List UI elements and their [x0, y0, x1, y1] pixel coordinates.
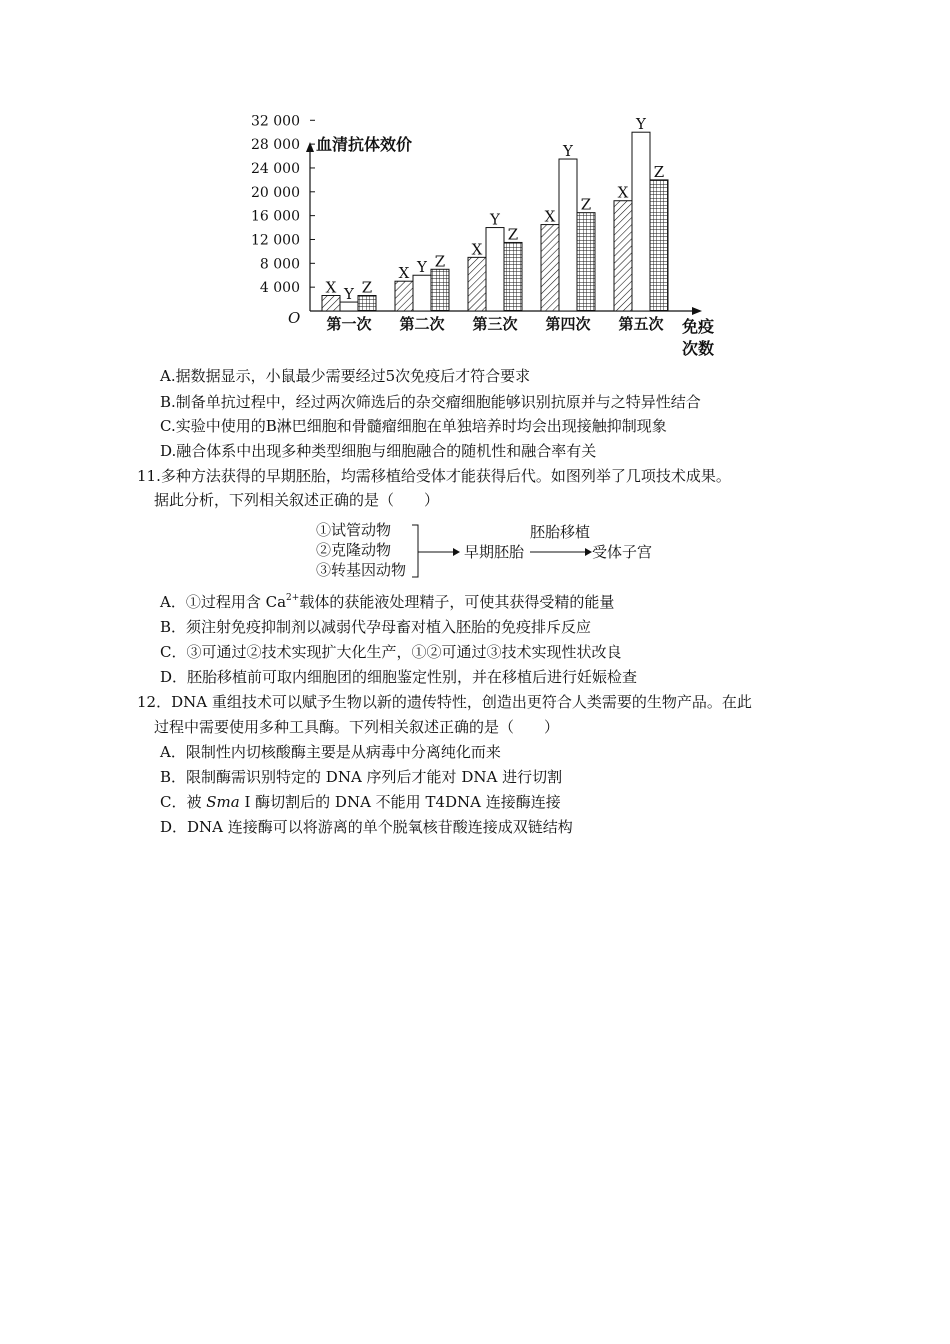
antibody-titer-bar-chart — [240, 113, 740, 364]
bar — [559, 159, 577, 311]
q11-stem-line2: 据此分析，下列相关叙述正确的是（ ） — [154, 491, 440, 509]
bar — [413, 275, 431, 311]
x-category-label: 第二次 — [399, 315, 445, 333]
bar-series-label: Y — [636, 115, 646, 134]
bar-series-label: X — [471, 240, 483, 259]
q11-option-a-sup: 2+ — [286, 593, 300, 603]
q10-option-a: A.据数据显示，小鼠最少需要经过5次免疫后才符合要求 — [160, 367, 531, 385]
bar — [632, 132, 650, 311]
q11-option-c: C．③可通过②技术实现扩大化生产，①②可通过③技术实现性状改良 — [160, 643, 622, 661]
q10-option-b: B.制备单抗过程中，经过两次筛选后的杂交瘤细胞能够识别抗原并与之特异性结合 — [160, 393, 701, 411]
q12-option-c — [160, 792, 561, 812]
bar-series-label: Z — [653, 162, 665, 181]
bar-series-label: X — [398, 264, 410, 283]
x-axis-label-line2: 次数 — [682, 339, 715, 358]
y-tick-label: 8 000 — [259, 256, 300, 273]
bar — [431, 269, 449, 311]
bar — [358, 296, 376, 311]
bar-series-label: Y — [490, 210, 500, 229]
bar — [395, 281, 413, 311]
y-tick-label: 4 000 — [259, 280, 300, 297]
diagram-item-clone: ②克隆动物 — [316, 541, 392, 559]
y-tick-label: 28 000 — [251, 137, 300, 154]
q11-option-a-text1: A．①过程用含 Ca — [160, 593, 287, 611]
q11-option-d: D．胚胎移植前可取内细胞团的细胞鉴定性别，并在移植后进行妊娠检查 — [160, 668, 638, 686]
origin-label: O — [288, 309, 301, 327]
embryo-transfer-diagram — [312, 520, 662, 582]
x-axis-arrow — [692, 307, 702, 315]
diagram-arrow-label: 胚胎移植 — [530, 523, 591, 541]
x-category-label: 第五次 — [618, 315, 664, 333]
diagram-early-embryo: 早期胚胎 — [464, 543, 525, 561]
bar — [577, 213, 595, 311]
bar — [541, 225, 559, 311]
y-tick-label: 32 000 — [251, 113, 300, 130]
bar-series-label: Z — [507, 225, 519, 244]
q12-option-c-italic: Sma — [206, 793, 240, 811]
q12-stem-line2: 过程中需要使用多种工具酶。下列相关叙述正确的是（ ） — [154, 718, 560, 736]
bar-series-label: Y — [563, 142, 573, 161]
y-tick-label: 12 000 — [251, 232, 300, 249]
diagram-recipient-uterus: 受体子宫 — [592, 543, 653, 561]
x-axis-label-line1: 免疫 — [682, 317, 715, 336]
diagram-item-ivf: ①试管动物 — [316, 521, 392, 539]
bar — [650, 180, 668, 311]
q10-option-c: C.实验中使用的B淋巴细胞和骨髓瘤细胞在单独培养时均会出现接触抑制现象 — [160, 417, 667, 435]
q12-option-a: A．限制性内切核酸酶主要是从病毒中分离纯化而来 — [160, 743, 501, 761]
bar — [614, 201, 632, 311]
q12-option-d: D．DNA 连接酶可以将游离的单个脱氧核苷酸连接成双链结构 — [160, 818, 573, 836]
q11-option-a-text2: 载体的获能液处理精子，可使其获得受精的能量 — [299, 593, 615, 611]
bar — [322, 296, 340, 311]
bar-series-label: X — [544, 207, 556, 226]
y-tick-label: 24 000 — [251, 160, 300, 177]
diagram-item-transgenic: ③转基因动物 — [316, 561, 407, 579]
q12-option-c-text2: Ⅰ 酶切割后的 DNA 不能用 T4DNA 连接酶连接 — [239, 793, 561, 811]
y-tick-label: 16 000 — [251, 208, 300, 225]
x-category-label: 第三次 — [472, 315, 518, 333]
bar — [504, 242, 522, 311]
q12-option-c-text1: C．被 — [160, 793, 207, 811]
q12-option-b: B．限制酶需识别特定的 DNA 序列后才能对 DNA 进行切割 — [160, 768, 563, 786]
q12-stem-line1: 12．DNA 重组技术可以赋予生物以新的遗传特性，创造出更符合人类需要的生物产品。在此 — [137, 693, 752, 711]
bar — [486, 228, 504, 311]
bar — [468, 257, 486, 311]
y-tick-label: 20 000 — [251, 184, 300, 201]
bar-series-label: X — [617, 183, 629, 202]
bar-series-label: Z — [361, 278, 373, 297]
q11-option-b: B．须注射免疫抑制剂以减弱代孕母畜对植入胚胎的免疫排斥反应 — [160, 618, 592, 636]
bar-series-label: Y — [344, 285, 354, 304]
bar-series-label: Y — [417, 258, 427, 277]
bar-series-label: Z — [580, 195, 592, 214]
q11-option-a — [160, 592, 614, 612]
x-category-label: 第一次 — [326, 315, 372, 333]
bar-series-label: Z — [434, 252, 446, 271]
x-category-label: 第四次 — [545, 315, 591, 333]
y-axis-arrow — [306, 142, 314, 152]
q10-option-d: D.融合体系中出现多种类型细胞与细胞融合的随机性和融合率有关 — [160, 442, 597, 460]
y-axis-label: 血清抗体效价 — [316, 135, 413, 154]
bar — [340, 302, 358, 311]
bar-series-label: X — [325, 278, 337, 297]
q11-stem-line1: 11.多种方法获得的早期胚胎，均需移植给受体才能获得后代。如图列举了几项技术成果。 — [137, 467, 731, 485]
